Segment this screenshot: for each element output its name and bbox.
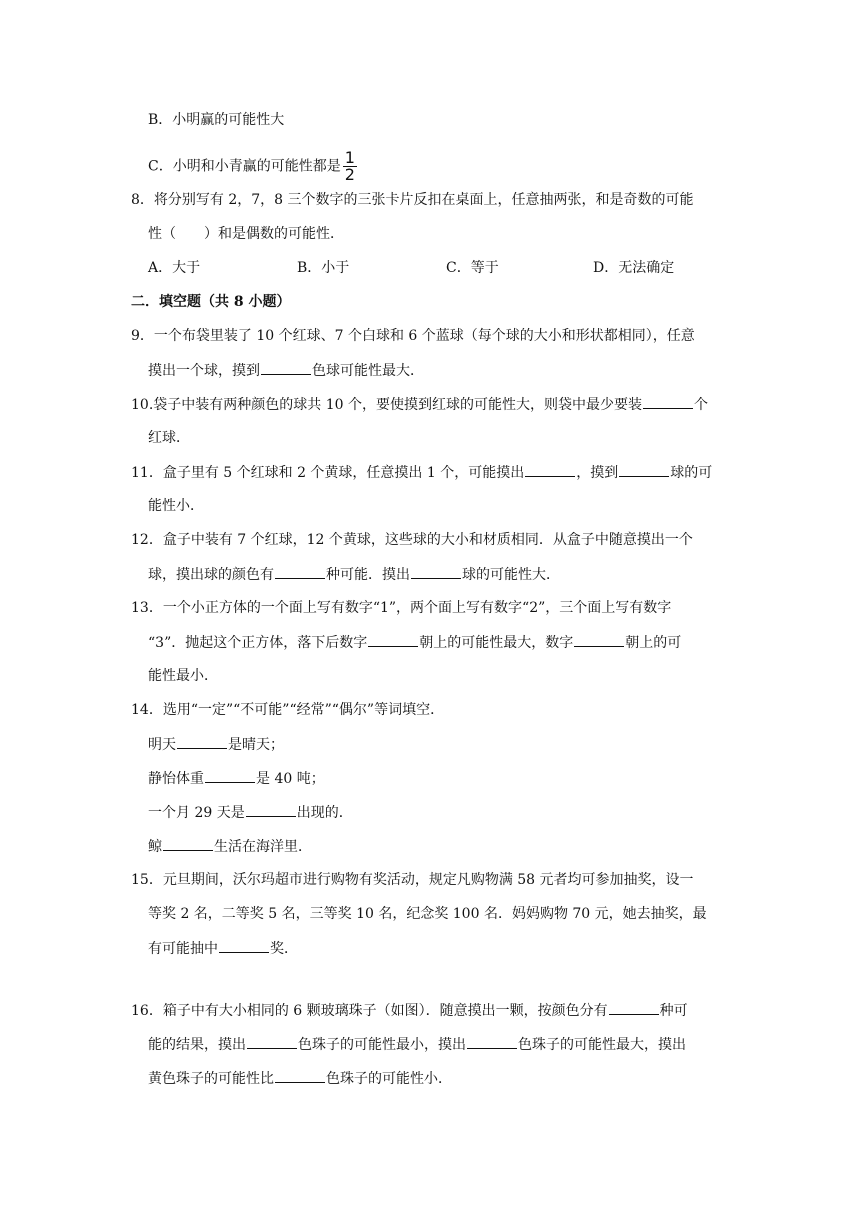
q16-line1 (131, 1000, 688, 1021)
q11-blank-2[interactable] (619, 462, 669, 477)
q15-line2: 等奖 2 名，二等奖 5 名，三等奖 10 名，纪念奖 100 名．妈妈购物 70 元，她去抽奖，最 (148, 906, 707, 922)
q12-text-a: 球，摸出球的颜色有 (148, 567, 274, 583)
q14-s4-text-b: 生活在海洋里． (214, 839, 312, 855)
q12-text-b: 种可能．摸出 (326, 567, 410, 583)
q14-blank-1[interactable] (177, 734, 227, 749)
q7-option-b-text: B．小明赢的可能性大 (148, 112, 285, 128)
q11-text-a: 11．盒子里有 5 个红球和 2 个黄球，任意摸出 1 个，可能摸出 (131, 465, 525, 481)
fraction-one-half (343, 150, 357, 183)
q7-option-c-text: C．小明和小青赢的可能性都是 (148, 158, 341, 175)
q12-text-c: 球的可能性大． (462, 567, 560, 583)
q15-text-b: 奖． (270, 941, 298, 957)
q10-text-a: 10.袋子中装有两种颜色的球共 10 个，要使摸到红球的可能性大，则袋中最少要装 (131, 397, 642, 413)
q13-blank-1[interactable] (368, 632, 418, 647)
q16-text-e: 色珠子的可能性最大，摸出 (518, 1037, 686, 1053)
q8-option-c: C．等于 (446, 260, 499, 276)
q9-line1: 9．一个布袋里装了 10 个红球、7 个白球和 6 个蓝球（每个球的大小和形状都相同），任意 (131, 328, 695, 344)
q13-line2 (148, 632, 681, 653)
q14-sentence-3 (148, 802, 353, 823)
q11-line1 (131, 462, 712, 483)
q16-blank-1[interactable] (609, 1000, 659, 1015)
q16-line2 (148, 1034, 686, 1055)
q8-option-a: A．大于 (148, 260, 201, 276)
q9-line2 (148, 360, 424, 381)
q11-text-c: 球的可 (670, 465, 713, 481)
q10-line1 (131, 394, 708, 415)
q11-blank-1[interactable] (525, 462, 575, 477)
q12-line2 (148, 564, 560, 585)
q14-s1-text-b: 是晴天； (228, 737, 284, 753)
q16-blank-2[interactable] (247, 1034, 297, 1049)
q12-line1: 12．盒子中装有 7 个红球，12 个黄球，这些球的大小和材质相同．从盒子中随意摸出一个 (131, 532, 693, 548)
q16-text-d: 色珠子的可能性最小，摸出 (298, 1037, 466, 1053)
q14-s2-text-a: 静怡体重 (148, 771, 204, 787)
q14-s3-text-b: 出现的． (296, 805, 353, 821)
q13-line3: 能性最小． (148, 668, 218, 684)
q13-blank-2[interactable] (574, 632, 624, 647)
q16-text-c: 能的结果，摸出 (148, 1037, 246, 1053)
q10-line2: 红球． (148, 430, 190, 446)
q14-line1: 14．选用“一定”“不可能”“经常”“偶尔”等词填空． (131, 702, 445, 718)
q8-line1: 8．将分别写有 2，7，8 三个数字的三张卡片反扣在桌面上，任意抽两张，和是奇数的可能 (131, 192, 694, 208)
q11-line2: 能性小． (148, 498, 204, 514)
q9-text-a: 摸出一个球，摸到 (148, 363, 260, 379)
q16-text-f: 黄色珠子的可能性比 (148, 1071, 274, 1087)
fraction-denominator: 2 (344, 165, 355, 184)
q7-option-c (148, 150, 357, 183)
q13-text-a: “3”．抛起这个正方体，落下后数字 (148, 635, 368, 651)
q14-blank-3[interactable] (246, 802, 296, 817)
q9-blank[interactable] (261, 360, 311, 375)
q14-sentence-1 (148, 734, 284, 755)
q10-blank[interactable] (643, 394, 693, 409)
q16-text-b: 种可 (659, 1003, 688, 1019)
q13-line1: 13．一个小正方体的一个面上写有数字“1”，两个面上写有数字“2”，三个面上写有数字 (131, 600, 672, 616)
q13-text-b: 朝上的可能性最大，数字 (419, 635, 574, 651)
q15-text-a: 有可能抽中 (148, 941, 218, 957)
q14-blank-2[interactable] (205, 768, 255, 783)
q15-line3 (148, 938, 298, 959)
section-heading-fill-in: 二．填空题（共 8 小题） (131, 294, 291, 310)
q16-blank-4[interactable] (275, 1068, 325, 1083)
q14-s1-text-a: 明天 (148, 737, 176, 753)
q10-text-b: 个 (693, 397, 708, 413)
q15-line1: 15．元旦期间，沃尔玛超市进行购物有奖活动，规定凡购物满 58 元者均可参加抽奖，设一 (131, 872, 694, 888)
q8-option-d: D．无法确定 (593, 260, 675, 276)
q11-text-b: ，摸到 (576, 465, 619, 481)
q15-blank[interactable] (219, 938, 269, 953)
q7-option-b (148, 110, 284, 130)
q8-option-b: B．小于 (297, 260, 350, 276)
q14-sentence-4 (148, 836, 312, 857)
q13-text-c: 朝上的可 (625, 635, 682, 651)
q16-text-a: 16．箱子中有大小相同的 6 颗玻璃珠子（如图）．随意摸出一颗，按颜色分有 (131, 1003, 608, 1019)
q8-line2: 性（ ）和是偶数的可能性． (148, 226, 344, 242)
fraction-numerator: 1 (344, 148, 355, 167)
q14-s2-text-b: 是 40 吨； (256, 771, 325, 787)
q16-line3 (148, 1068, 452, 1089)
q12-blank-1[interactable] (275, 564, 325, 579)
q14-sentence-2 (148, 768, 325, 789)
q14-s4-text-a: 鲸 (148, 839, 162, 855)
q14-blank-4[interactable] (163, 836, 213, 851)
q16-text-g: 色珠子的可能性小． (326, 1071, 452, 1087)
q12-blank-2[interactable] (411, 564, 461, 579)
q9-text-b: 色球可能性最大． (312, 363, 424, 379)
q16-blank-3[interactable] (467, 1034, 517, 1049)
q14-s3-text-a: 一个月 29 天是 (148, 805, 245, 821)
